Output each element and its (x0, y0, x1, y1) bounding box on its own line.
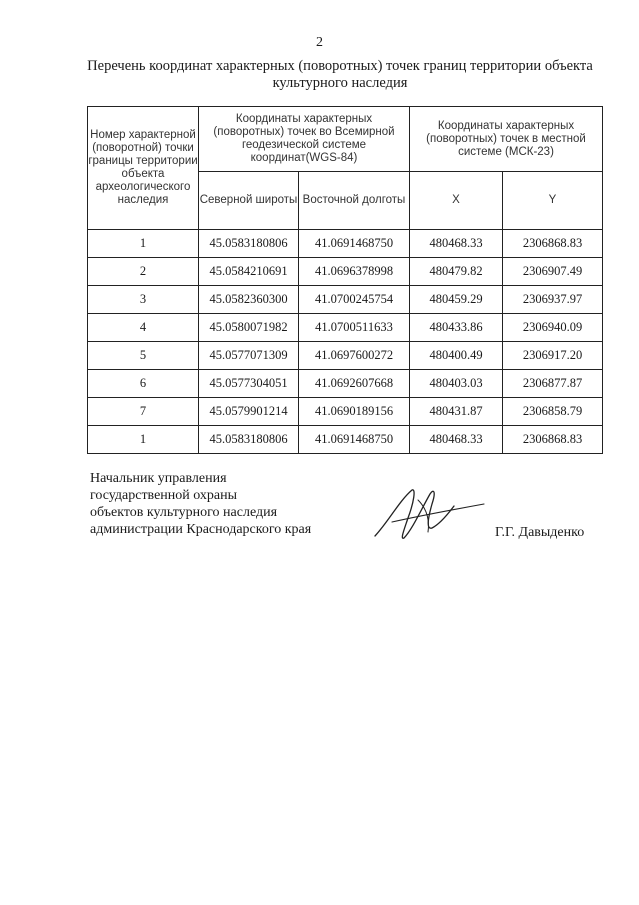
signer-name: Г.Г. Давыденко (495, 525, 585, 540)
cell-point-number: 3 (88, 286, 199, 314)
table-row (88, 314, 603, 342)
cell-y: 2306940.09 (503, 314, 603, 342)
signer-position-line: государственной охраны (90, 488, 238, 503)
header-east-longitude: Восточной долготы (299, 172, 410, 230)
cell-y: 2306868.83 (503, 230, 603, 258)
cell-point-number: 1 (88, 426, 199, 454)
cell-latitude: 45.0580071982 (199, 314, 299, 342)
cell-latitude: 45.0582360300 (199, 286, 299, 314)
cell-x: 480433.86 (410, 314, 503, 342)
cell-y: 2306907.49 (503, 258, 603, 286)
table-row (88, 398, 603, 426)
cell-x: 480468.33 (410, 426, 503, 454)
document-title: Перечень координат характерных (поворотных) точек границ территории объекта культурного наследия (87, 58, 593, 91)
cell-latitude: 45.0584210691 (199, 258, 299, 286)
header-north-latitude: Северной широты (199, 172, 299, 230)
header-wgs-group: Координаты характерных (поворотных) точек во Всемирной геодезической системе координат(WGS-84) (199, 107, 410, 172)
cell-x: 480403.03 (410, 370, 503, 398)
cell-y: 2306917.20 (503, 342, 603, 370)
cell-longitude: 41.0692607668 (299, 370, 410, 398)
table-row (88, 230, 603, 258)
header-point-number: Номер характерной (поворотной) точки границы территории объекта археологического наследия (88, 107, 199, 230)
cell-longitude: 41.0700511633 (299, 314, 410, 342)
signer-position (90, 470, 350, 538)
cell-latitude: 45.0577071309 (199, 342, 299, 370)
cell-longitude: 41.0700245754 (299, 286, 410, 314)
handwritten-signature (370, 478, 490, 550)
signer-position-line: объектов культурного наследия (90, 505, 278, 520)
cell-longitude: 41.0696378998 (299, 258, 410, 286)
cell-longitude: 41.0697600272 (299, 342, 410, 370)
header-y: Y (503, 172, 603, 230)
table-row (88, 258, 603, 286)
cell-latitude: 45.0577304051 (199, 370, 299, 398)
cell-point-number: 2 (88, 258, 199, 286)
table-row (88, 286, 603, 314)
cell-y: 2306868.83 (503, 426, 603, 454)
cell-x: 480400.49 (410, 342, 503, 370)
signer-position-line: Начальник управления (90, 471, 227, 486)
cell-longitude: 41.0690189156 (299, 398, 410, 426)
cell-point-number: 7 (88, 398, 199, 426)
cell-longitude: 41.0691468750 (299, 426, 410, 454)
cell-y: 2306937.97 (503, 286, 603, 314)
cell-point-number: 4 (88, 314, 199, 342)
header-x: X (410, 172, 503, 230)
signer-position-line: администрации Краснодарского края (90, 522, 312, 537)
cell-point-number: 6 (88, 370, 199, 398)
coordinates-table (87, 106, 603, 454)
cell-x: 480459.29 (410, 286, 503, 314)
cell-longitude: 41.0691468750 (299, 230, 410, 258)
cell-x: 480431.87 (410, 398, 503, 426)
page-number: 2 (316, 35, 323, 50)
table-row (88, 370, 603, 398)
cell-point-number: 1 (88, 230, 199, 258)
cell-x: 480468.33 (410, 230, 503, 258)
cell-latitude: 45.0583180806 (199, 426, 299, 454)
table-row (88, 342, 603, 370)
header-msk-group: Координаты характерных (поворотных) точек в местной системе (МСК-23) (410, 107, 603, 172)
cell-point-number: 5 (88, 342, 199, 370)
table-row (88, 426, 603, 454)
cell-y: 2306877.87 (503, 370, 603, 398)
cell-y: 2306858.79 (503, 398, 603, 426)
cell-x: 480479.82 (410, 258, 503, 286)
cell-latitude: 45.0583180806 (199, 230, 299, 258)
cell-latitude: 45.0579901214 (199, 398, 299, 426)
